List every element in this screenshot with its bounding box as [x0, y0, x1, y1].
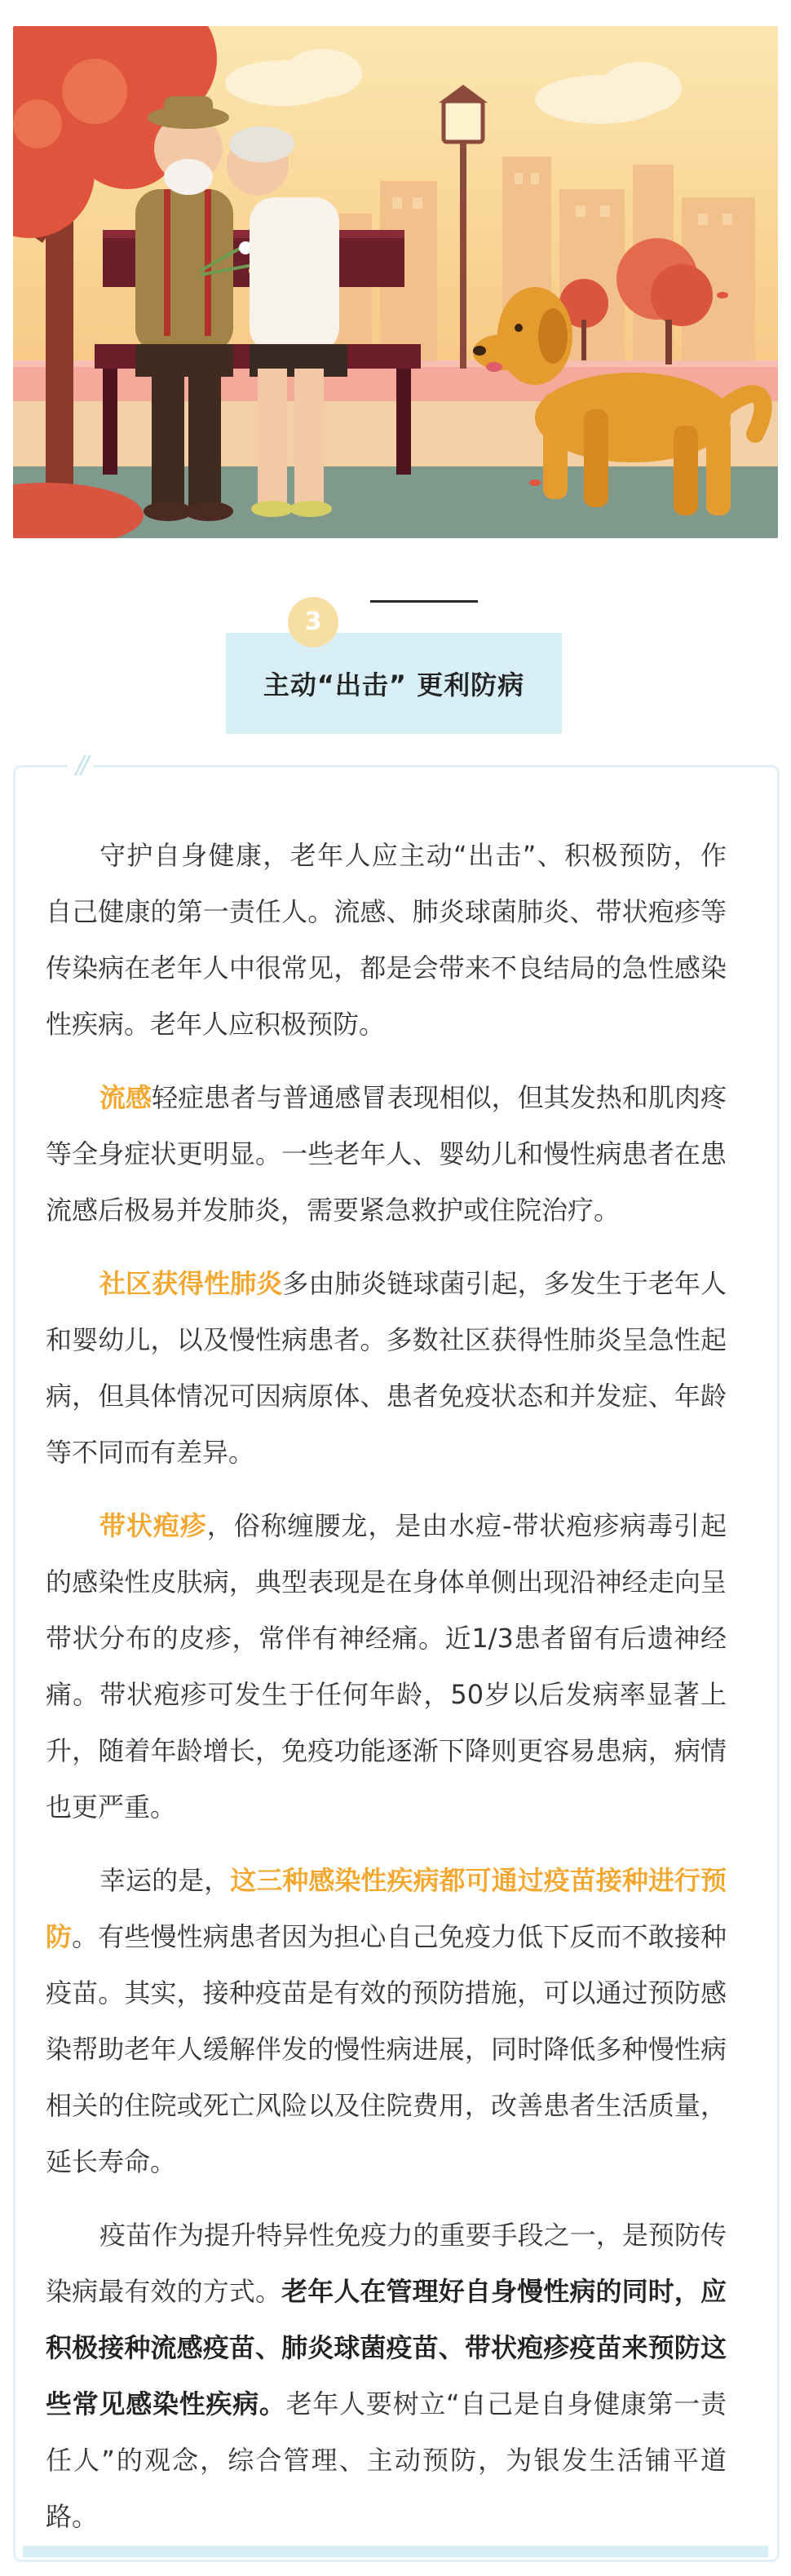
hero-illustration — [13, 26, 778, 538]
highlight-vaccination-statement: 这三种感染性疾病都可通过疫苗接种进行预防 — [46, 1865, 727, 1952]
paragraph-text: 多由肺炎链球菌引起，多发生于老年人和婴幼儿，以及慢性病患者。多数社区获得性肺炎呈急性起病，但具体情况可因病原体、患者免疫状态和并发症、年龄等不同而有差异。 — [46, 1268, 727, 1468]
paragraph-text: 轻症患者与普通感冒表现相似，但其发热和肌肉疼等全身症状更明显。一些老年人、婴幼儿和慢性病患者在患流感后极易并发肺炎，需要紧急救护或住院治疗。 — [46, 1082, 727, 1226]
paragraph-intro — [46, 828, 727, 1053]
paragraph-pneumonia — [46, 1256, 727, 1481]
paragraph-prefix: 疫苗作为提升特异性免疫力的重要手段之一，是预防传染病最有效的方式。 — [46, 2220, 727, 2307]
highlight-term-flu: 流感 — [99, 1082, 152, 1113]
paragraph-shingles — [46, 1498, 727, 1836]
section-number-badge: 3 — [288, 597, 338, 647]
elderly-couple-with-dog-illustration — [13, 26, 778, 538]
paragraph-vaccination — [46, 1853, 727, 2190]
article-body — [46, 828, 727, 2562]
bold-recommendation: 老年人在管理好自身慢性病的同时，应积极接种流感疫苗、肺炎球菌疫苗、带状疱疹疫苗来预防这些常见感染性疾病。 — [46, 2276, 727, 2419]
paragraph-text: 守护自身健康，老年人应主动“出击”、积极预防，作自己健康的第一责任人。流感、肺炎球菌肺炎、带状疱疹等传染病在老年人中很常见，都是会带来不良结局的急性感染性疾病。老年人应积极预防。 — [46, 840, 727, 1040]
highlight-term-shingles: 带状疱疹 — [99, 1510, 207, 1541]
paragraph-flu — [46, 1070, 727, 1239]
paragraph-text: 老年人要树立“自己是自身健康第一责任人”的观念，综合管理、主动预防，为银发生活铺平道路。 — [46, 2388, 727, 2532]
header-divider-line — [370, 600, 478, 603]
paragraph-text: 。有些慢性病患者因为担心自己免疫力低下反而不敢接种疫苗。其实，接种疫苗是有效的预防措施，可以通过预防感染帮助老年人缓解伴发的慢性病进展，同时降低多种慢性病相关的住院或死亡风险以及住院费用，改善患者生活质量，延长寿命。 — [46, 1921, 727, 2177]
section-title-box — [226, 633, 562, 734]
section-title: 主动“出击” 更利防病 — [263, 669, 525, 700]
paragraph-text: ，俗称缠腰龙，是由水痘-带状疱疹病毒引起的感染性皮肤病，典型表现是在身体单侧出现沿神经走向呈带状分布的皮疹，常伴有神经痛。近1/3患者留有后遗神经痛。带状疱疹可发生于任何年龄，50岁以后发病率显著上升，随着年龄增长，免疫功能逐渐下降则更容易患病，病情也更严重。 — [46, 1510, 727, 1823]
card-slash-decoration: // — [68, 749, 94, 782]
paragraph-conclusion — [46, 2207, 727, 2545]
highlight-term-pneumonia: 社区获得性肺炎 — [99, 1268, 283, 1299]
paragraph-prefix: 幸运的是， — [99, 1865, 231, 1896]
